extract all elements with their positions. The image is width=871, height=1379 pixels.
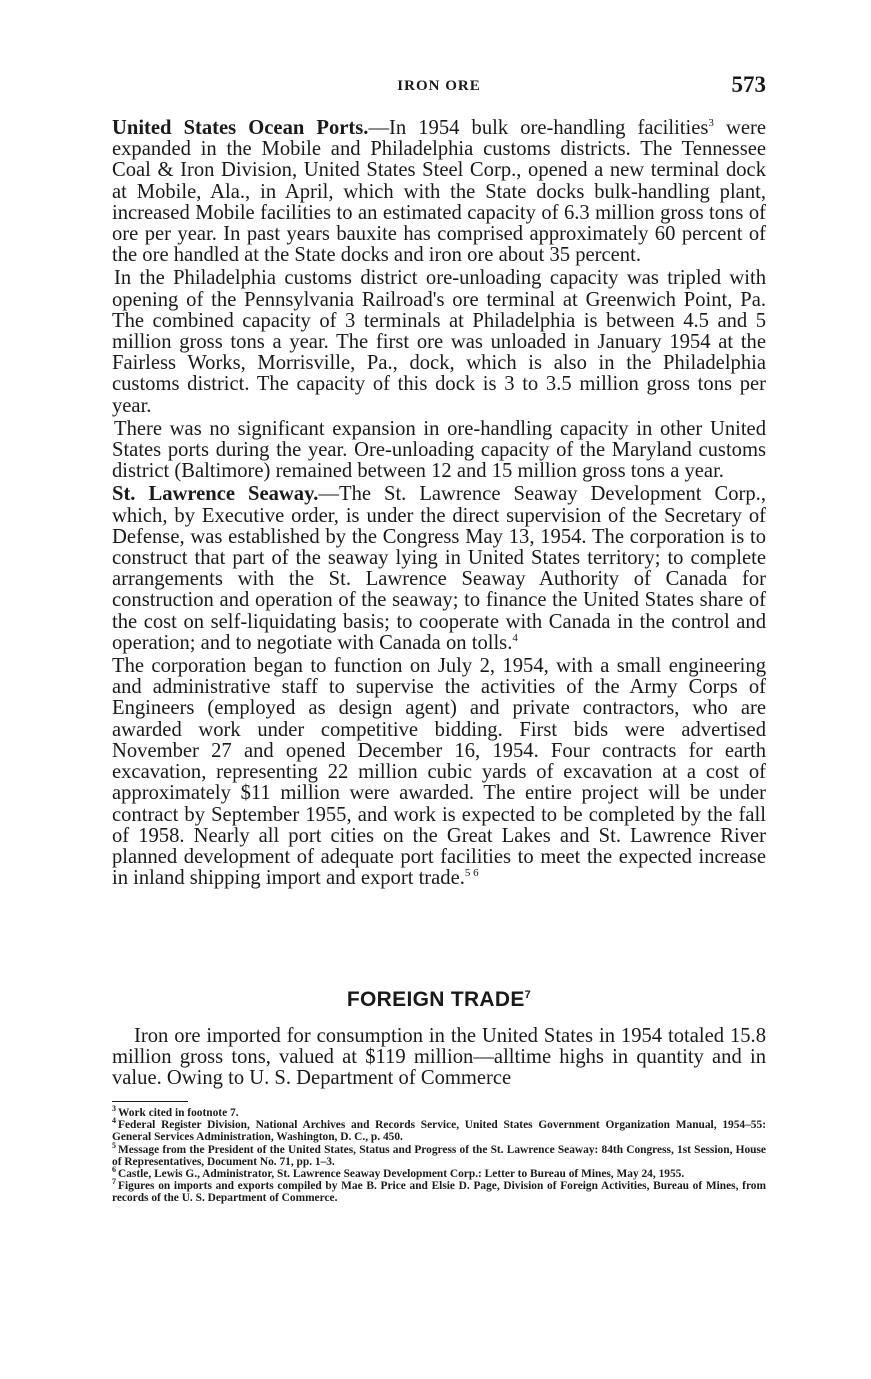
paragraph-other-ports: There was no significant expansion in ore-handling capacity in other United States ports during the year. Ore-unloading capacity of the Maryland customs district (Baltimore) remained between 12 and 15 million gross tons a year.	[112, 417, 766, 483]
run-in-heading-ocean-ports: United States Ocean Ports.	[112, 117, 369, 139]
paragraph-ocean-ports	[112, 118, 766, 266]
paragraph-imports: Iron ore imported for consumption in the United States in 1954 totaled 15.8 million gross tons, valued at $119 million—alltime highs in quantity and in value. Owing to U. S. Department of Commerce	[112, 1025, 766, 1090]
running-header	[112, 72, 766, 108]
paragraph-text: —The St. Lawrence Seaway Development Corp., which, by Executive order, is under the direct supervision of the Secretary of Defense, was established by the Congress May 13, 1954. The corporation is to construct that part of the seaway lying in United States territory; to complete arrangements with the St. Lawrence Seaway Authority of Canada for construction and operation of the seaway; to finance the United States share of the cost on self-liquidating basis; to cooperate with Canada in the control and operation; and to negotiate with Canada on tolls.	[112, 483, 766, 654]
foreign-trade-text	[112, 1026, 766, 1090]
paragraph-corporation	[112, 656, 766, 889]
paragraph-text: were expanded in the Mobile and Philadelphia customs districts. The Tennessee Coal & Iron Division, United States Steel Corp., opened a new terminal dock at Mobile, Ala., in April, which with the State docks bulk-handling plant, increased Mobile facilities to an estimated capacity of 6.3 million gross tons of ore per year. In past years bauxite has comprised approximately 60 percent of the ore handled at the State docks and iron ore about 35 percent.	[112, 117, 766, 267]
footnote-6: $^6$ Castle, Lewis G., Administrator, St. Lawrence Seaway Development Corp.: Letter to Bureau of Mines, May 24, 1955.	[112, 1165, 685, 1181]
section-heading-foreign-trade	[112, 988, 766, 1012]
footnote-7: $^7$ Figures on imports and exports compiled by Mae B. Price and Elsie D. Page, Division of Foreign Activities, Bureau of Mines, from records of the U. S. Department of Commerce.	[112, 1177, 766, 1205]
footnote-4: $^4$ Federal Register Division, National Archives and Records Service, United States Government Organization Manual, 1954–55: General Services Administration, Washington, D. C., p. 450.	[112, 1116, 766, 1144]
paragraph-philadelphia: In the Philadelphia customs district ore-unloading capacity was tripled with opening of the Pennsylvania Railroad's ore terminal at Greenwich Point, Pa. The combined capacity of 3 terminals at Philadelphia is between 4.5 and 5 million gross tons a year. The first ore was unloaded in January 1954 at the Fairless Works, Morrisville, Pa., dock, which is also in the Philadelphia customs district. The capacity of this dock is 3 to 3.5 million gross tons per year.	[112, 267, 766, 417]
footnote-ref: 7	[524, 989, 532, 1001]
footnotes	[112, 1104, 766, 1205]
footnote-ref: 3	[708, 117, 714, 130]
body-text	[112, 118, 766, 891]
footnote-rule	[112, 1101, 188, 1102]
section-heading-text: FOREIGN TRADE	[346, 988, 525, 1011]
run-in-heading-seaway: St. Lawrence Seaway.	[112, 483, 319, 506]
paragraph-text: —In 1954 bulk ore-handling facilities	[368, 117, 709, 139]
footnote-3: $^3$ Work cited in footnote 7.	[112, 1104, 239, 1119]
paragraph-seaway	[112, 484, 766, 654]
footnote-ref: 5 6	[464, 867, 479, 880]
page-number: 573	[731, 72, 766, 97]
footnote-ref: 4	[512, 632, 518, 645]
paragraph-text: The corporation began to function on July 2, 1954, with a small engineering and administrative staff to supervise the activities of the Army Corps of Engineers (employed as design agent) and private contractors, who are awarded work under competitive bidding. First bids were advertised November 27 and opened December 16, 1954. Four contracts for earth excavation, representing 22 million cubic yards of excavation at a cost of approximately $11 million were awarded. The entire project will be under contract by September 1955, and work is expected to be completed by the fall of 1958. Nearly all port cities on the Great Lakes and St. Lawrence River planned development of adequate port facilities to meet the expected increase in inland shipping import and export trade.	[112, 655, 766, 890]
footnote-5: $^5$ Message from the President of the United States, Status and Progress of the St. Lawrence Seaway: 84th Congress, 1st Session, House of Representatives, Document No. 71, pp. 1–3.	[112, 1140, 766, 1168]
running-title: IRON ORE	[397, 78, 481, 94]
